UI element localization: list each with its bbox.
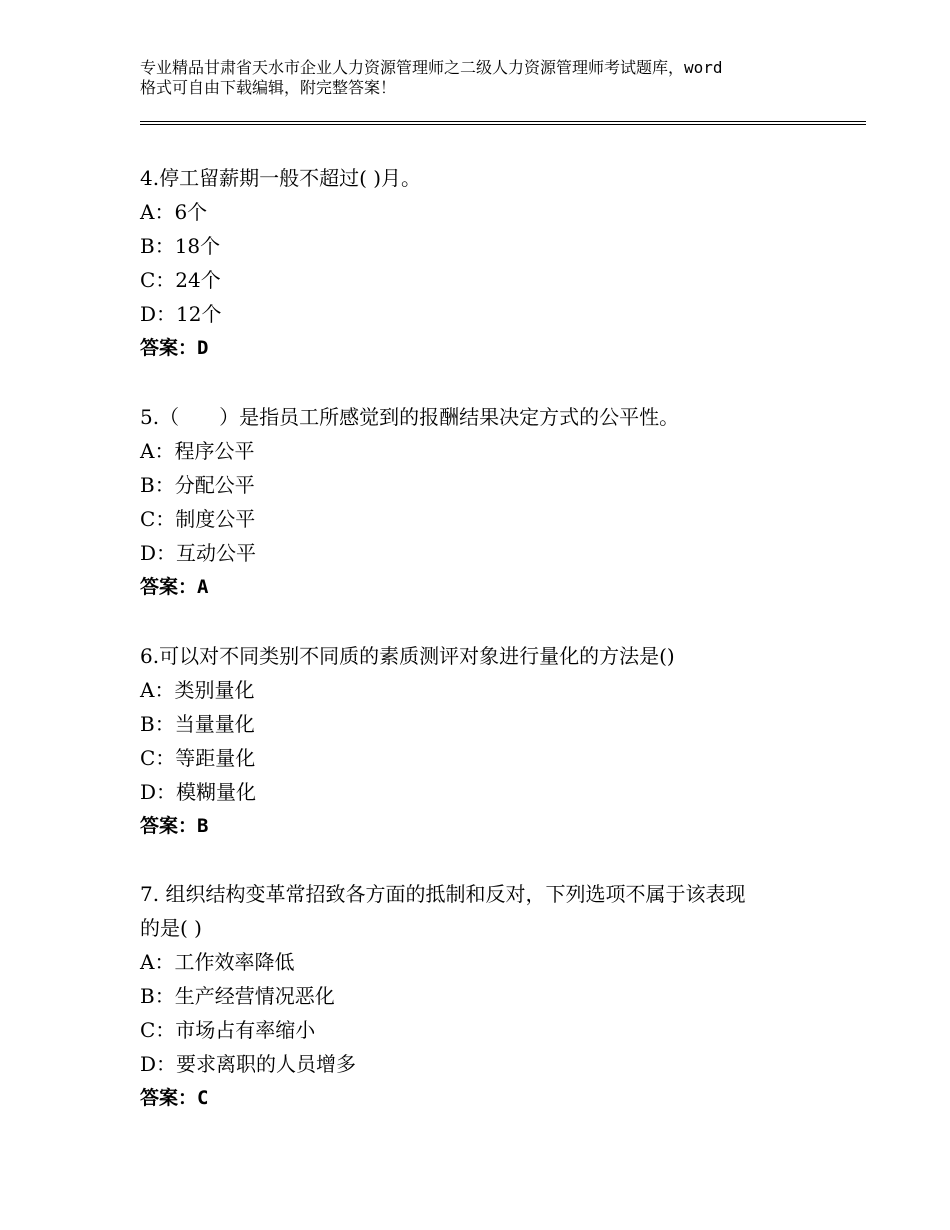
option-b: B：当量量化	[140, 712, 255, 736]
question-stem-line-2: 的是( )	[140, 916, 202, 940]
question-stem: 4.停工留薪期一般不超过( )月。	[140, 166, 422, 190]
option-a: A：程序公平	[140, 439, 255, 463]
answer-label: 答案：C	[140, 1087, 209, 1109]
header-line-1: 专业精品甘肃省天水市企业人力资源管理师之二级人力资源管理师考试题库，word	[140, 58, 723, 77]
option-c: C：24个	[140, 268, 221, 292]
header-divider-bottom	[140, 124, 866, 125]
answer-label: 答案：D	[140, 337, 209, 359]
question-stem-line-1: 7. 组织结构变革常招致各方面的抵制和反对，下列选项不属于该表现	[140, 882, 746, 906]
option-a: A：工作效率降低	[140, 950, 295, 974]
header-divider-top	[140, 121, 866, 122]
option-d: D：要求离职的人员增多	[140, 1052, 357, 1076]
question-stem: 5.（ ）是指员工所感觉到的报酬结果决定方式的公平性。	[140, 405, 680, 429]
option-a: A：6个	[140, 200, 208, 224]
option-b: B：生产经营情况恶化	[140, 984, 335, 1008]
option-c: C：市场占有率缩小	[140, 1018, 316, 1042]
option-a: A：类别量化	[140, 678, 255, 702]
option-d: D：12个	[140, 302, 222, 326]
question-7	[140, 877, 820, 1115]
answer-label: 答案：B	[140, 815, 209, 837]
option-c: C：制度公平	[140, 507, 256, 531]
document-header	[140, 58, 820, 98]
question-stem: 6.可以对不同类别不同质的素质测评对象进行量化的方法是()	[140, 644, 675, 668]
question-6	[140, 639, 820, 843]
option-b: B：18个	[140, 234, 221, 258]
option-d: D：模糊量化	[140, 780, 257, 804]
question-4	[140, 161, 820, 365]
question-5	[140, 400, 820, 604]
option-d: D：互动公平	[140, 541, 257, 565]
header-line-2: 格式可自由下载编辑，附完整答案！	[140, 78, 397, 97]
option-c: C：等距量化	[140, 746, 256, 770]
answer-label: 答案：A	[140, 576, 209, 598]
option-b: B：分配公平	[140, 473, 255, 497]
